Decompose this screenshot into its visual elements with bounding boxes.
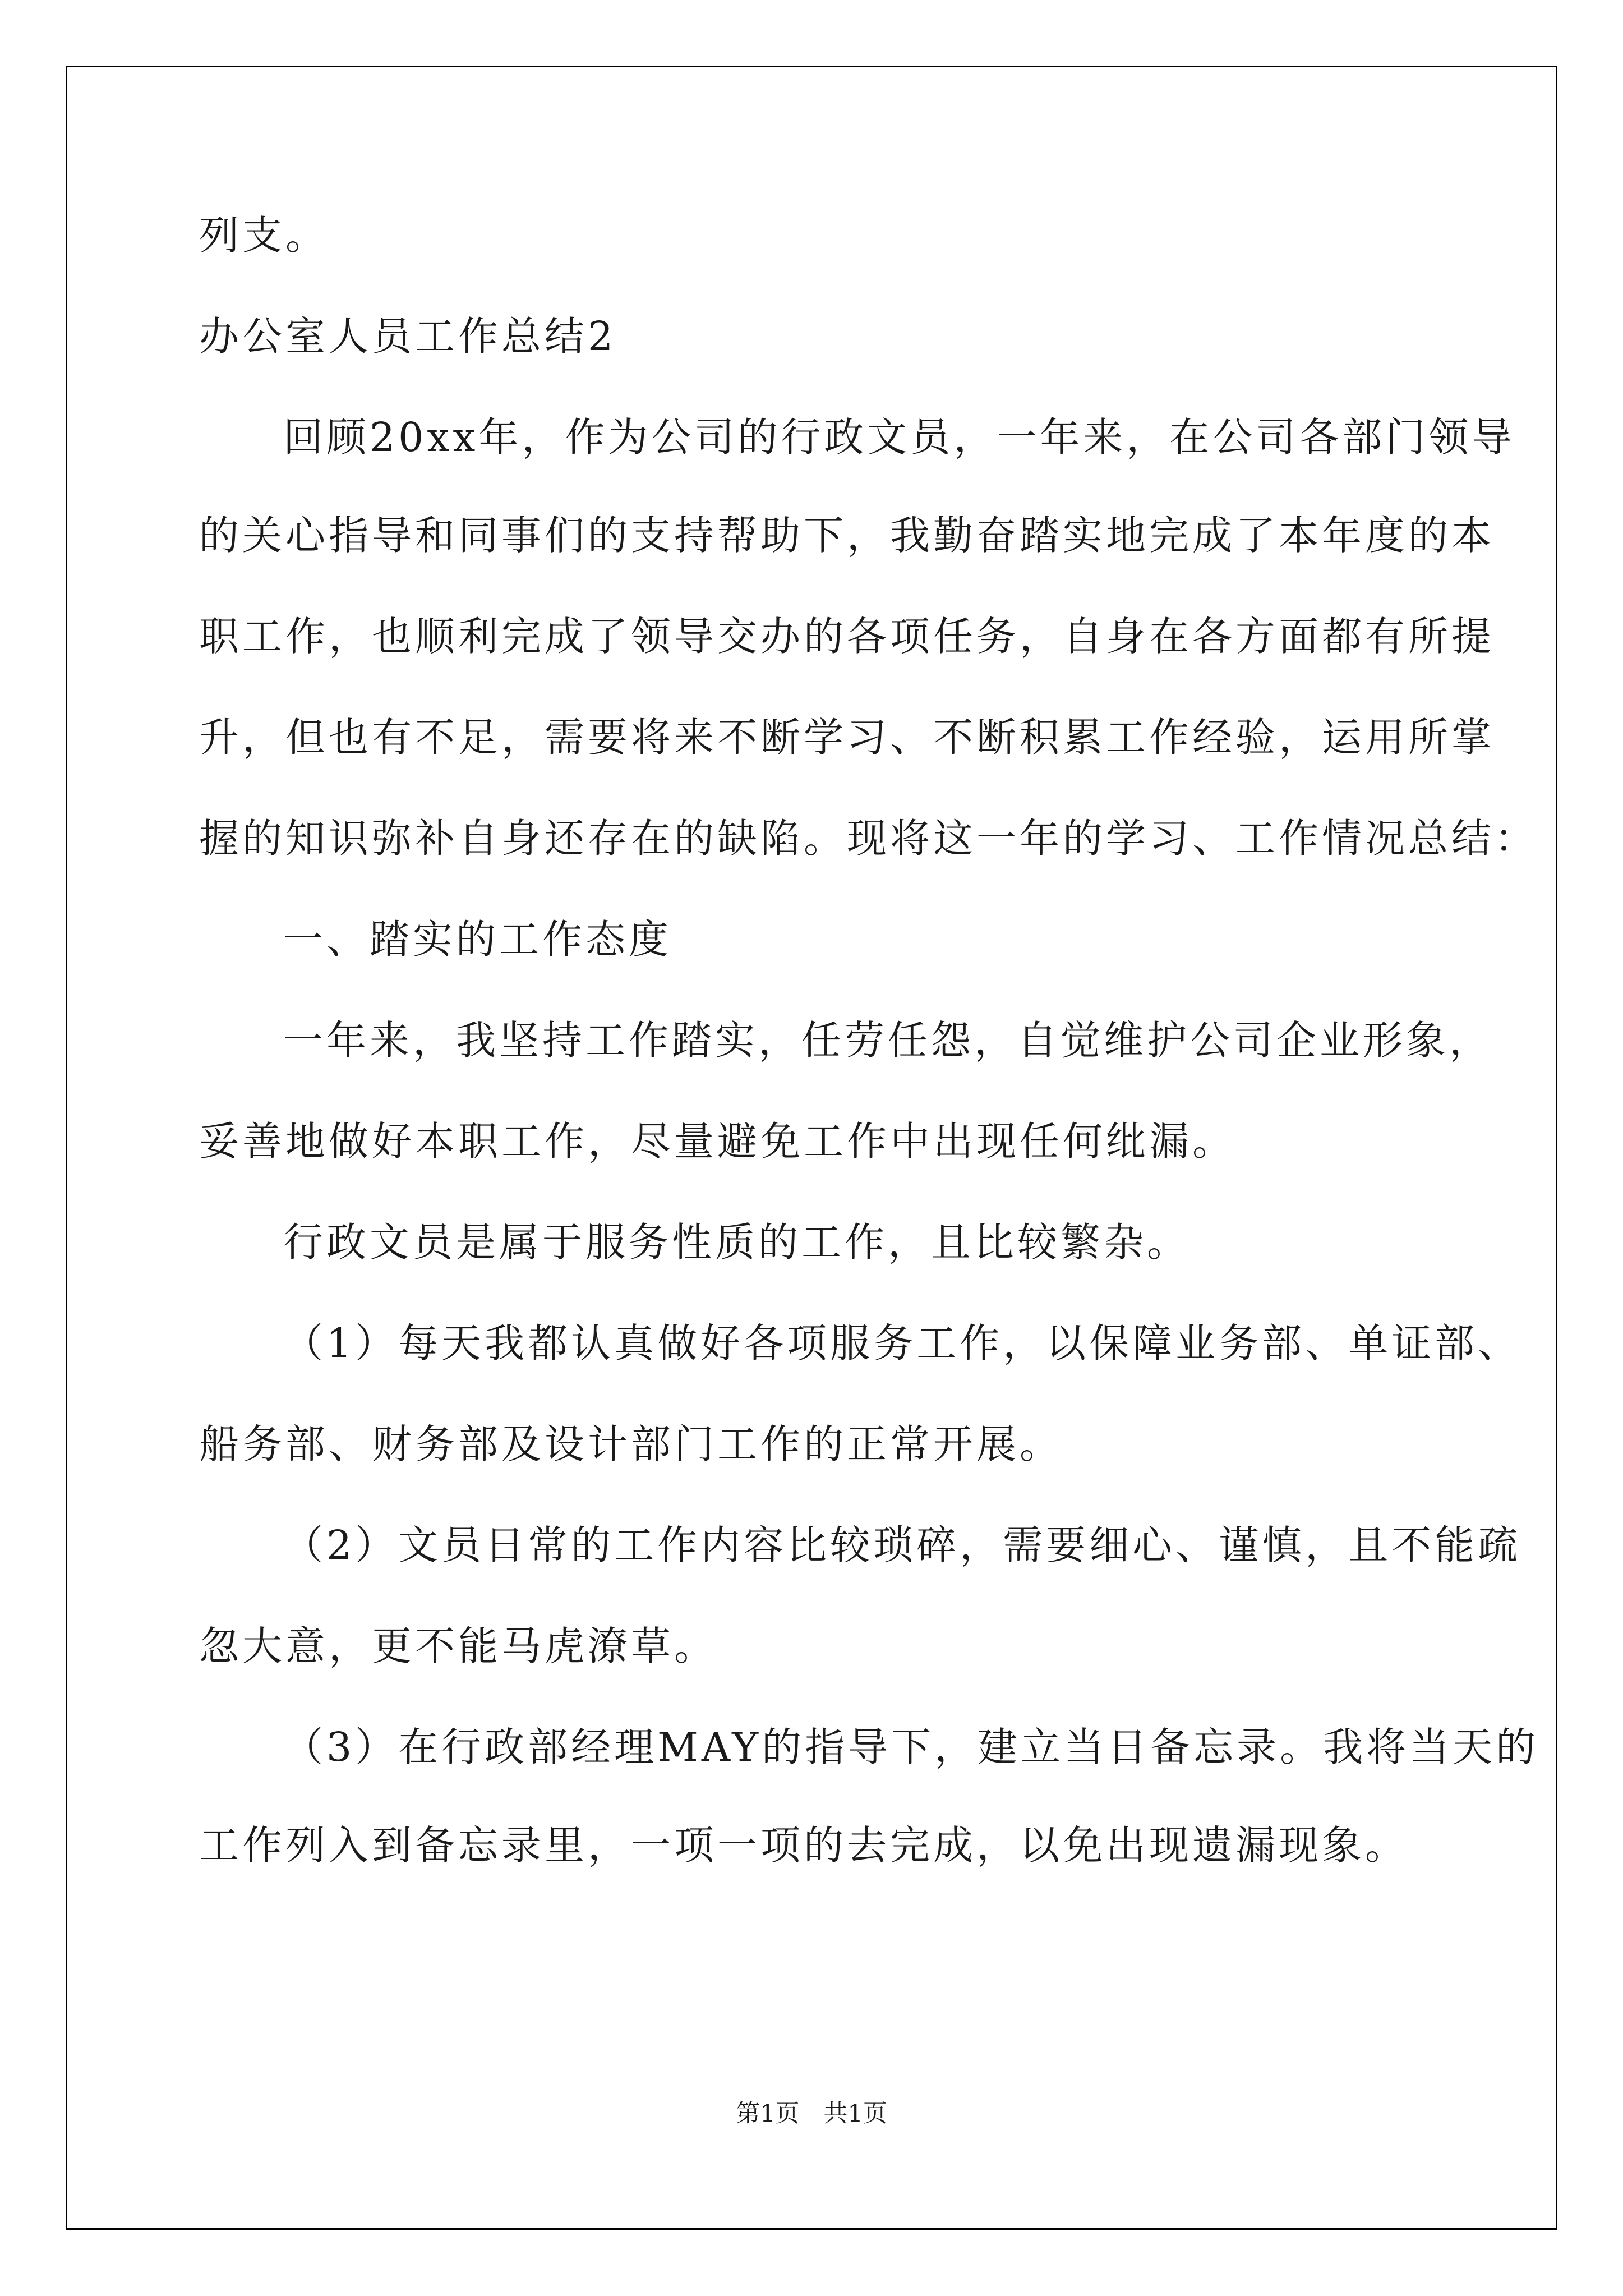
paragraph-start: 一年来，我坚持工作踏实，任劳任怨，自觉维护公司企业形象， bbox=[283, 1017, 1493, 1064]
text-line: 工作列入到备忘录里，一项一项的去完成，以免出现遗漏现象。 bbox=[199, 1822, 1409, 1869]
text-line: 列支。 bbox=[199, 212, 329, 259]
text-line: 忽大意，更不能马虎潦草。 bbox=[199, 1623, 718, 1669]
text-line: 升，但也有不足，需要将来不断学习、不断积累工作经验，运用所掌 bbox=[199, 714, 1495, 761]
list-item-1: （1）每天我都认真做好各项服务工作，以保障业务部、单证部、 bbox=[283, 1320, 1521, 1366]
text-line: 船务部、财务部及设计部门工作的正常开展。 bbox=[199, 1421, 1063, 1467]
section-title: 办公室人员工作总结2 bbox=[199, 313, 617, 360]
text-line: 握的知识弥补自身还存在的缺陷。现将这一年的学习、工作情况总结： bbox=[199, 815, 1538, 862]
paragraph-start: 行政文员是属于服务性质的工作，且比较繁杂。 bbox=[283, 1219, 1191, 1266]
paragraph-start: 回顾20xx年，作为公司的行政文员，一年来，在公司各部门领导 bbox=[283, 414, 1515, 461]
page-number-footer: 第1页 共1页 bbox=[736, 2100, 887, 2128]
text-line: 职工作，也顺利完成了领导交办的各项任务，自身在各方面都有所提 bbox=[199, 613, 1495, 660]
list-item-2: （2）文员日常的工作内容比较琐碎，需要细心、谨慎，且不能疏 bbox=[283, 1522, 1521, 1568]
text-line: 的关心指导和同事们的支持帮助下，我勤奋踏实地完成了本年度的本 bbox=[199, 512, 1495, 559]
text-line: 妥善地做好本职工作，尽量避免工作中出现任何纰漏。 bbox=[199, 1118, 1236, 1165]
subsection-heading: 一、踏实的工作态度 bbox=[283, 916, 672, 963]
list-item-3: （3）在行政部经理MAY的指导下，建立当日备忘录。我将当天的 bbox=[283, 1724, 1539, 1770]
